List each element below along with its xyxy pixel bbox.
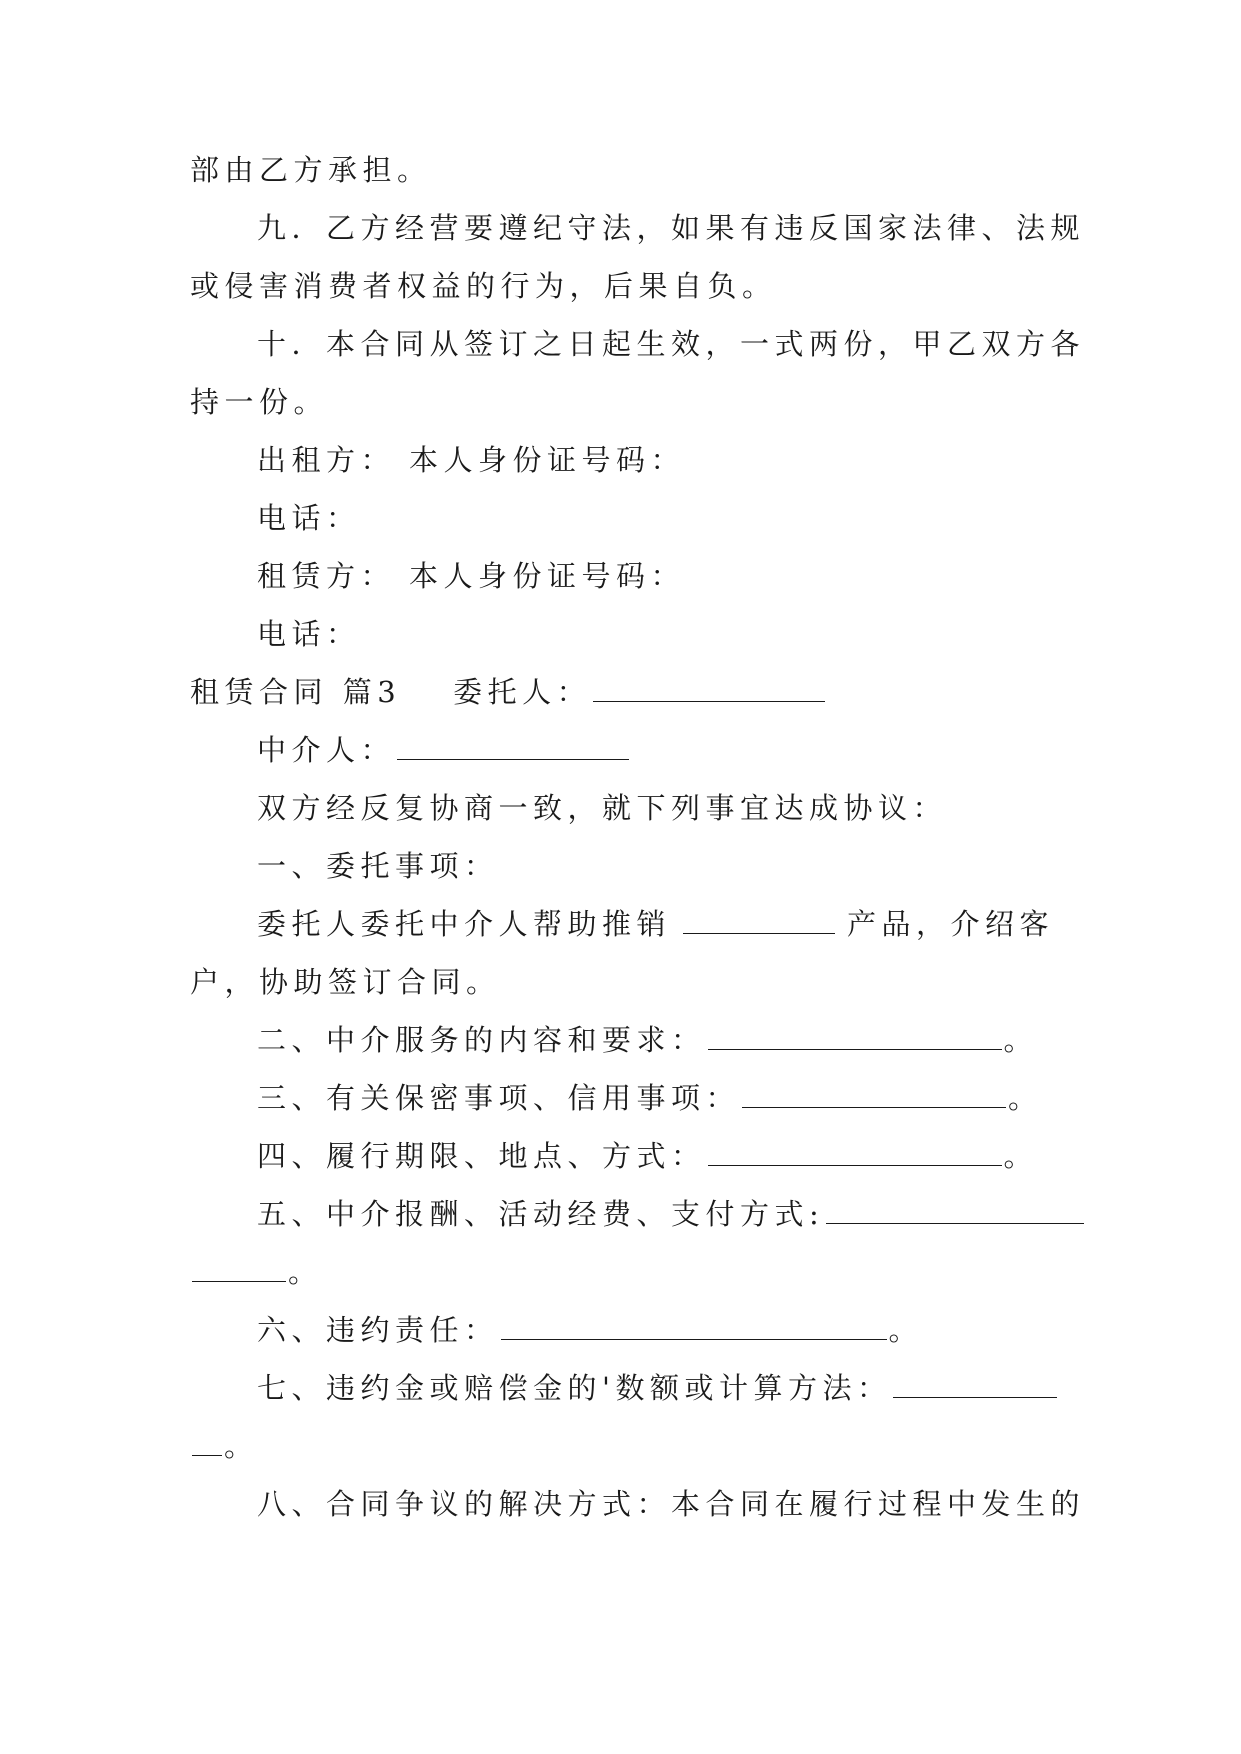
- id-number-label: 本人身份证号码：: [409, 443, 686, 477]
- clause-10-line-1: 十．本合同从签订之日起生效，一式两份，甲乙双方各: [257, 327, 1086, 361]
- item-3-blank[interactable]: [742, 1085, 1006, 1108]
- phone-label: 电话：: [257, 501, 361, 535]
- lessor-label: 出租方：: [257, 443, 396, 477]
- text-line: 部由乙方承担。: [190, 153, 432, 187]
- item-3-line: [257, 1078, 1043, 1118]
- item-4-line: [257, 1136, 1038, 1176]
- lessee-signature-line: [257, 556, 685, 596]
- clause-10-line-2: 持一份。: [190, 385, 329, 419]
- period: 。: [288, 1255, 323, 1289]
- period: 。: [1008, 1081, 1043, 1115]
- period: 。: [1003, 1139, 1039, 1173]
- item-2-label: 二、中介服务的内容和要求：: [257, 1023, 706, 1057]
- item-5-blank[interactable]: [826, 1201, 1084, 1224]
- phone-label: 电话：: [257, 617, 361, 651]
- item-7-line-1: [257, 1368, 1059, 1408]
- item-6-blank[interactable]: [501, 1317, 887, 1340]
- id-number-label: 本人身份证号码：: [409, 559, 686, 593]
- item-1-line-1: [257, 904, 1054, 944]
- item-8-line-1: 八、合同争议的解决方式：本合同在履行过程中发生的: [257, 1487, 1086, 1521]
- item-6-label: 六、违约责任：: [257, 1313, 499, 1347]
- lessee-label: 租赁方：: [257, 559, 396, 593]
- period: 。: [888, 1313, 924, 1347]
- clause-9-line-1: 九．乙方经营要遵纪守法，如果有违反国家法律、法规: [257, 211, 1086, 245]
- item-1-line-2: 户，协助签订合同。: [190, 965, 501, 999]
- principal-label: 委托人：: [453, 675, 592, 709]
- item-7-line-2: [190, 1426, 259, 1466]
- item-1-text-a: 委托人委托中介人帮助推销: [257, 907, 672, 941]
- item-5-label: 五、中介报酬、活动经费、支付方式:: [257, 1197, 825, 1231]
- period: 。: [1003, 1023, 1039, 1057]
- intermediary-blank[interactable]: [397, 737, 629, 760]
- principal-blank[interactable]: [593, 679, 825, 702]
- item-4-blank[interactable]: [708, 1143, 1002, 1166]
- item-7-blank[interactable]: [893, 1375, 1057, 1398]
- item-2-blank[interactable]: [708, 1027, 1002, 1050]
- product-blank[interactable]: [683, 911, 835, 934]
- intermediary-label: 中介人：: [257, 733, 396, 767]
- item-7-blank-continued[interactable]: [192, 1433, 222, 1456]
- agreement-intro: 双方经反复协商一致，就下列事宜达成协议：: [257, 791, 948, 825]
- item-7-label: 七、违约金或赔偿金的'数额或计算方法：: [257, 1371, 892, 1405]
- item-5-line-1: [257, 1194, 1086, 1234]
- period: 。: [224, 1429, 259, 1463]
- item-1-heading: 一、委托事项：: [257, 849, 499, 883]
- item-4-label: 四、履行期限、地点、方式：: [257, 1139, 706, 1173]
- item-2-line: [257, 1020, 1038, 1060]
- item-5-line-2: [190, 1252, 323, 1292]
- item-3-label: 三、有关保密事项、信用事项：: [257, 1081, 741, 1115]
- clause-9-line-2: 或侵害消费者权益的行为，后果自负。: [190, 269, 777, 303]
- item-5-blank-continued[interactable]: [192, 1259, 286, 1282]
- item-6-line: [257, 1310, 923, 1350]
- intermediary-line: [257, 730, 631, 770]
- section-heading: 租赁合同 篇3: [190, 675, 402, 709]
- section-heading-line: [190, 672, 827, 712]
- lessor-signature-line: [257, 440, 685, 480]
- item-1-text-b: 产品，介绍客: [847, 907, 1055, 941]
